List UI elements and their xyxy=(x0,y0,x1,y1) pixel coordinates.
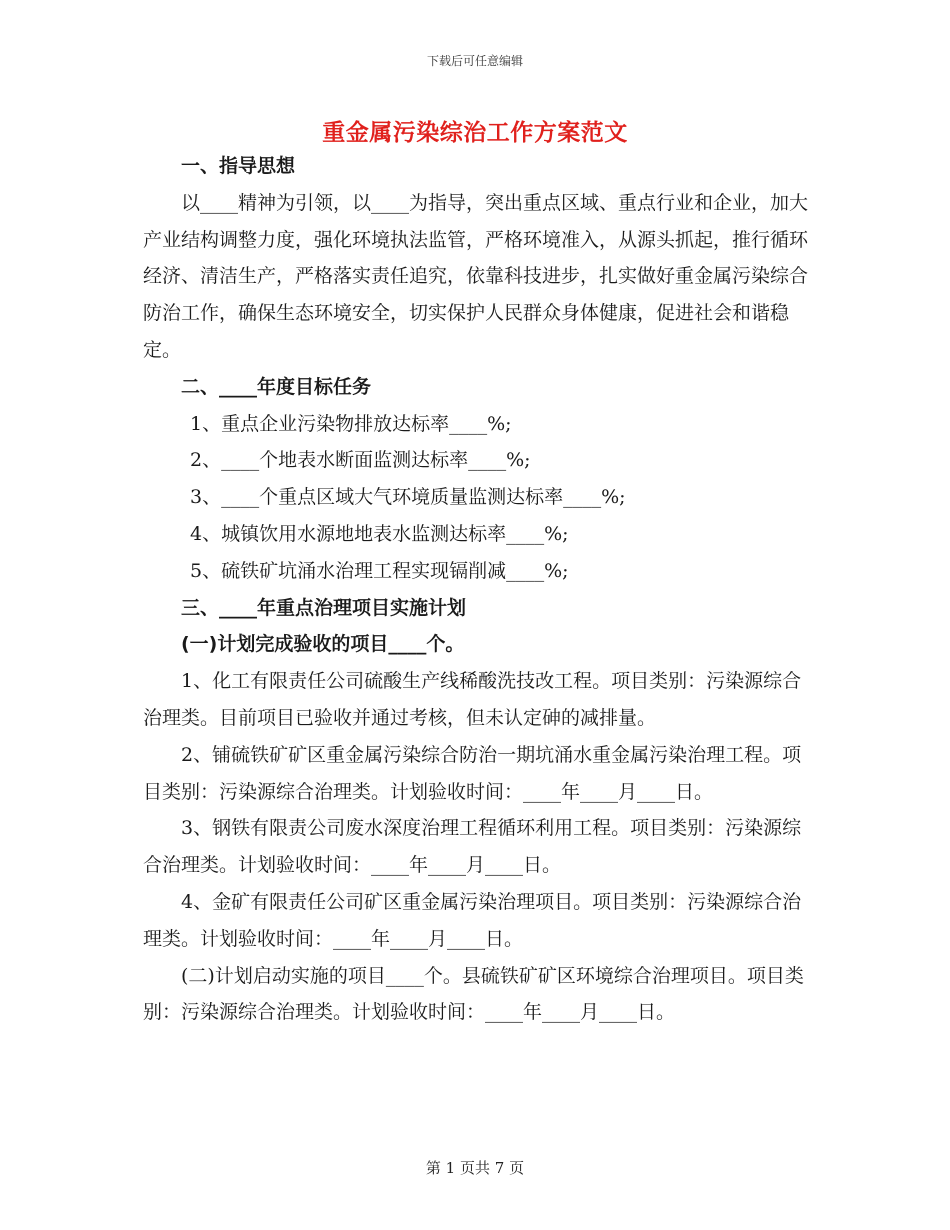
list-item: 1、重点企业污染物排放达标率____%; xyxy=(190,412,512,435)
project-paragraph-2: 2、铺硫铁矿矿区重金属污染综合防治一期坑涌水重金属污染治理工程。项目类别：污染源综合治理类。计划验收时间：____年____月____日。 xyxy=(143,743,802,803)
subsection-heading-1: (一)计划完成验收的项目____个。 xyxy=(181,633,465,656)
page-header: 下载后可任意编辑 xyxy=(426,54,523,68)
list-item: 4、城镇饮用水源地地表水监测达标率____%; xyxy=(190,522,569,545)
list-item: 3、____个重点区域大气环境质量监测达标率____%; xyxy=(190,486,626,509)
document-body xyxy=(143,148,808,1031)
list-item: 2、____个地表水断面监测达标率____%; xyxy=(190,449,531,472)
project-paragraph-5: (二)计划启动实施的项目____个。县硫铁矿矿区环境综合治理项目。项目类别：污染源综合治理类。计划验收时间：____年____月____日。 xyxy=(143,964,804,1024)
project-paragraph-4: 4、金矿有限责任公司矿区重金属污染治理项目。项目类别：污染源综合治理类。计划验收时间：____年____月____日。 xyxy=(143,890,802,950)
document-title: 重金属污染综治工作方案范文 xyxy=(322,120,628,146)
section-heading-3: 三、____年重点治理项目实施计划 xyxy=(181,596,467,619)
project-paragraph-1: 1、化工有限责任公司硫酸生产线稀酸洗技改工程。项目类别：污染源综合治理类。目前项目已验收并通过考核，但未认定砷的减排量。 xyxy=(143,670,802,729)
project-paragraph-3: 3、钢铁有限责公司废水深度治理工程循环利用工程。项目类别：污染源综合治理类。计划验收时间：____年____月____日。 xyxy=(143,817,802,877)
list-item: 5、硫铁矿坑涌水治理工程实现镉削减____%; xyxy=(190,559,569,582)
section-heading-2: 二、____年度目标任务 xyxy=(181,375,372,398)
page-number: 第 1 页共 7 页 xyxy=(425,1159,525,1177)
section-heading-1: 一、指导思想 xyxy=(181,155,296,177)
paragraph-guiding-ideology: 以____精神为引领，以____为指导，突出重点区域、重点行业和企业，加大产业结构调整力度，强化环境执法监管，严格环境准入，从源头抓起，推行循环经济、清洁生产，严格落实责任追究，依靠科技进步，扎实做好重金属污染综合防治工作，确保生态环境安全，切实保护人民群众身体健康，促进社会和谐稳定。 xyxy=(143,191,809,361)
